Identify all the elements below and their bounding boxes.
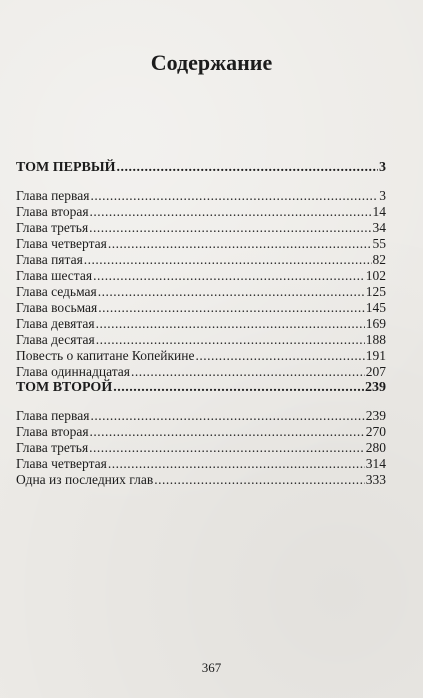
toc-entry (16, 332, 386, 348)
leader-dots (195, 348, 364, 364)
entry-page: 333 (365, 472, 386, 487)
entry-label: Глава первая (16, 408, 90, 423)
entry-label: Глава седьмая (16, 284, 97, 299)
entry-page: 125 (365, 284, 386, 299)
toc-entry (16, 348, 386, 364)
toc-entry (16, 284, 386, 300)
volume-1-chapters (16, 188, 386, 380)
entry-page: 314 (365, 456, 386, 471)
leader-dots (89, 440, 365, 456)
entry-page: 280 (365, 440, 386, 455)
leader-dots (90, 424, 365, 440)
toc-entry (16, 252, 386, 268)
entry-label: Глава пятая (16, 252, 83, 267)
entry-label: Глава третья (16, 220, 89, 235)
entry-page: 188 (365, 332, 386, 347)
entry-page: 14 (372, 204, 386, 219)
entry-page: 145 (365, 300, 386, 315)
leader-dots (89, 220, 371, 236)
leader-dots (96, 316, 365, 332)
entry-page: 191 (365, 348, 386, 363)
volume-2-chapters (16, 408, 386, 488)
entry-label: Глава десятая (16, 332, 95, 347)
toc-entry (16, 472, 386, 488)
toc-entry (16, 316, 386, 332)
leader-dots (90, 408, 364, 424)
leader-dots (113, 378, 364, 398)
entry-label: Повесть о капитане Копейкине (16, 348, 195, 363)
toc-volume-2 (16, 378, 386, 398)
volume-1-page: 3 (379, 160, 386, 175)
entry-page: 207 (365, 364, 386, 379)
leader-dots (90, 188, 378, 204)
leader-dots (98, 300, 364, 316)
leader-dots (93, 268, 365, 284)
entry-label: Глава четвертая (16, 456, 107, 471)
toc-entry (16, 408, 386, 424)
toc-entry (16, 220, 386, 236)
toc-entry (16, 188, 386, 204)
entry-label: Глава третья (16, 440, 89, 455)
toc-volume-1 (16, 158, 386, 178)
entry-page: 82 (372, 252, 386, 267)
toc-entry (16, 456, 386, 472)
toc-entry (16, 440, 386, 456)
entry-label: Глава четвертая (16, 236, 107, 251)
leader-dots (154, 472, 365, 488)
toc-entry (16, 204, 386, 220)
entry-page: 239 (365, 408, 386, 423)
entry-page: 270 (365, 424, 386, 439)
toc-entry (16, 236, 386, 252)
volume-1-label: ТОМ ПЕРВЫЙ (16, 160, 116, 175)
page-number: 367 (201, 660, 222, 675)
leader-dots (96, 332, 365, 348)
entry-label: Глава шестая (16, 268, 93, 283)
entry-page: 102 (365, 268, 386, 283)
page-title: Содержание (150, 50, 273, 75)
leader-dots (117, 158, 378, 178)
entry-label: Глава одиннадцатая (16, 364, 130, 379)
entry-page: 34 (372, 220, 386, 235)
volume-1-section (16, 158, 386, 178)
entry-label: Глава девятая (16, 316, 95, 331)
entry-label: Одна из последних глав (16, 472, 154, 487)
entry-page: 169 (365, 316, 386, 331)
entry-label: Глава вторая (16, 424, 89, 439)
leader-dots (108, 456, 365, 472)
volume-2-section (16, 378, 386, 398)
entry-label: Глава вторая (16, 204, 89, 219)
toc-entry (16, 300, 386, 316)
leader-dots (108, 236, 372, 252)
entry-label: Глава первая (16, 188, 90, 203)
toc-entry (16, 268, 386, 284)
entry-page: 3 (379, 188, 386, 203)
leader-dots (90, 204, 372, 220)
leader-dots (98, 284, 365, 300)
entry-page: 55 (372, 236, 386, 251)
toc-entry (16, 424, 386, 440)
volume-2-label: ТОМ ВТОРОЙ (16, 380, 113, 395)
leader-dots (84, 252, 372, 268)
entry-label: Глава восьмая (16, 300, 98, 315)
volume-2-page: 239 (365, 380, 386, 395)
